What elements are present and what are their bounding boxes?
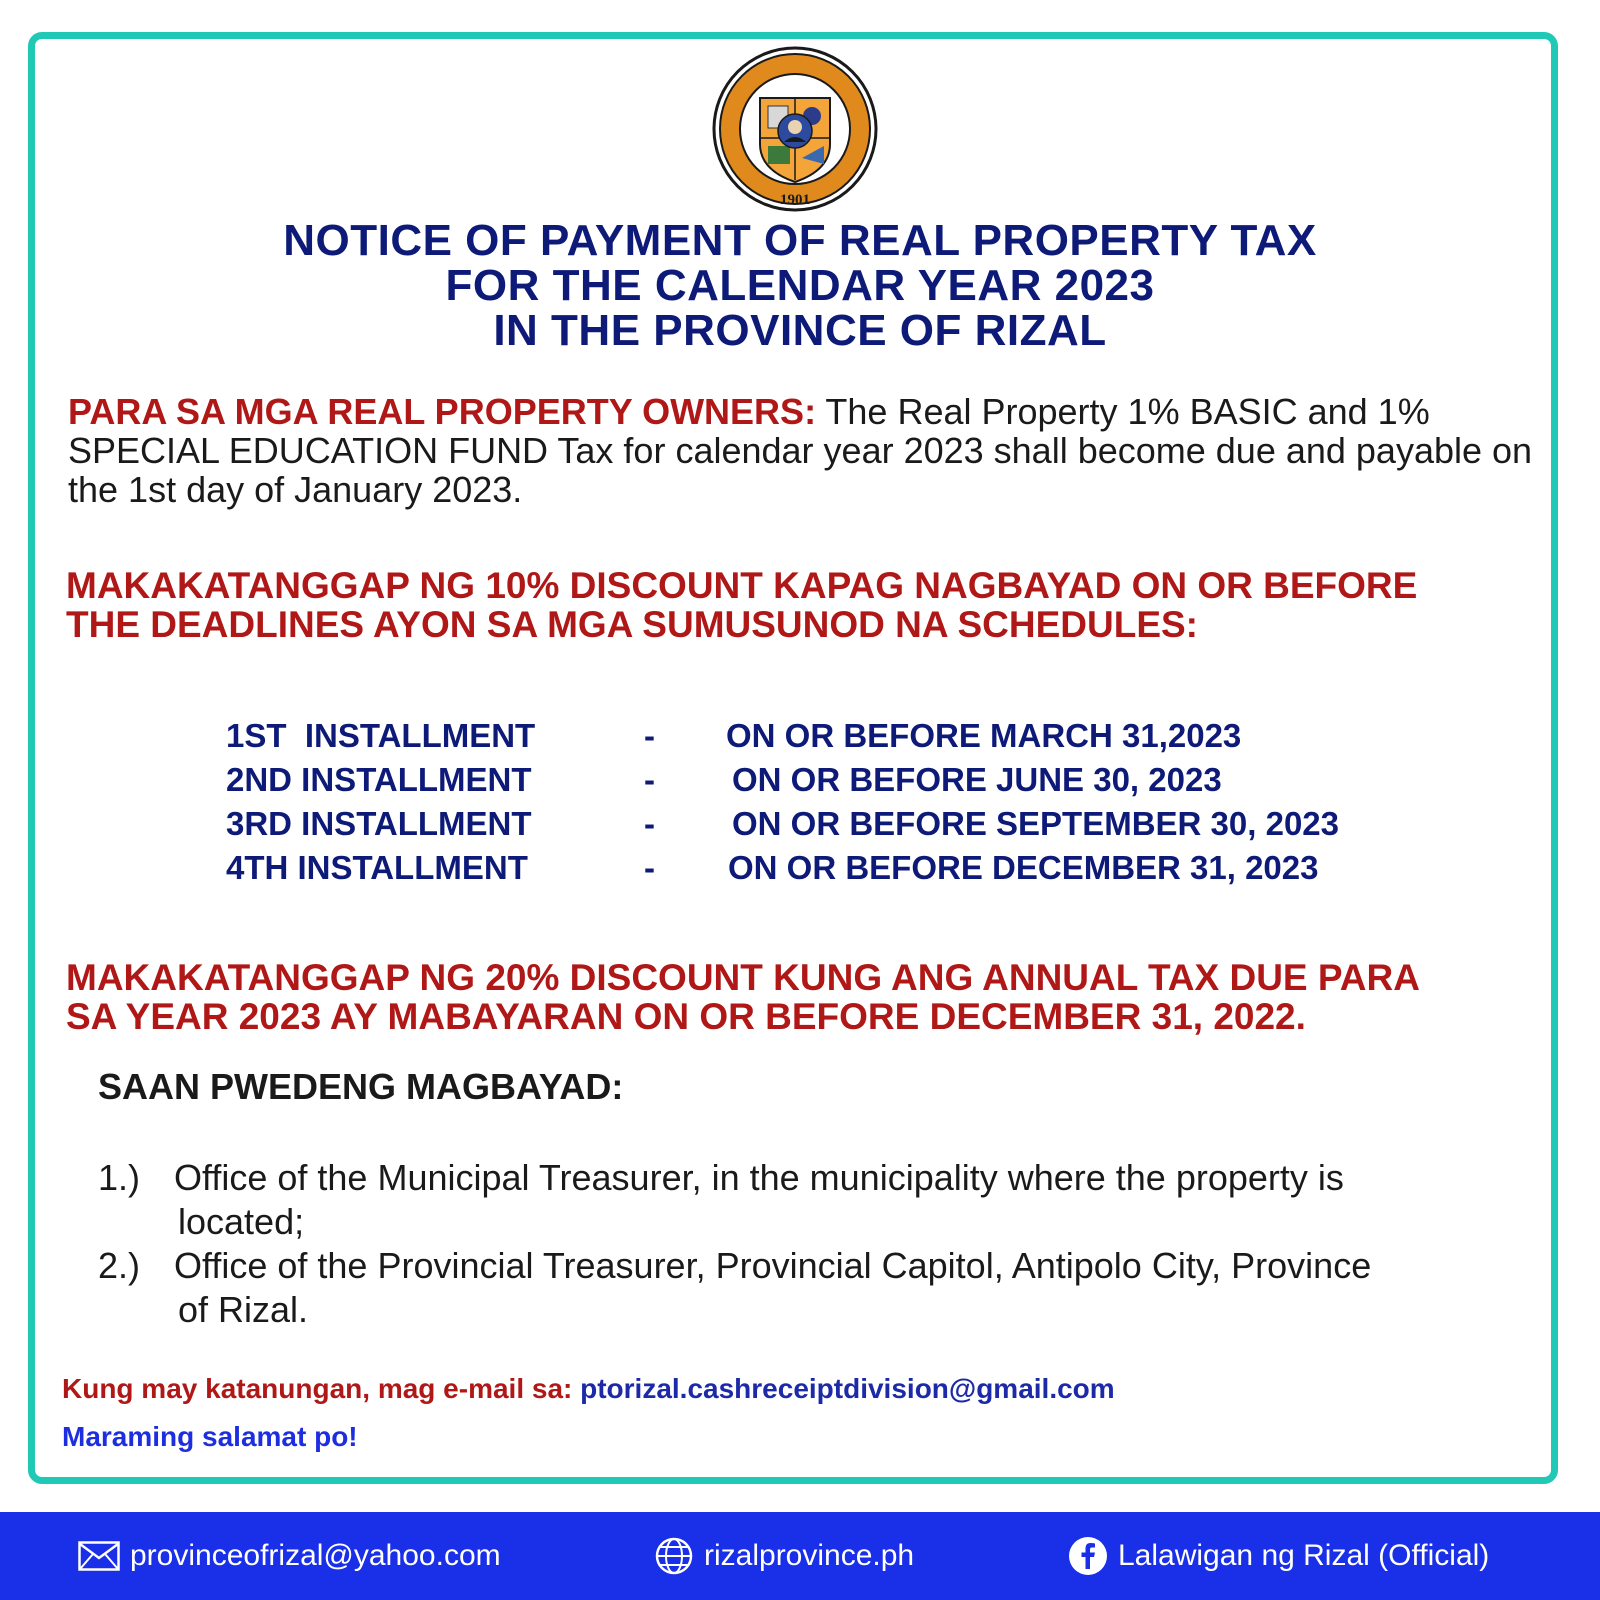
schedule-dash: - xyxy=(644,717,655,754)
installment-label: 1ST INSTALLMENT xyxy=(226,717,536,754)
footer-email[interactable] xyxy=(78,1512,501,1600)
intro-text: The Real Property 1% BASIC and 1% SPECIAL EDUCATION FUND Tax for calendar year 2023 shall become due and payable on the 1st day of January 2023. xyxy=(68,391,1533,510)
discount-10-line-1: MAKAKATANGGAP NG 10% DISCOUNT KAPAG NAGBAYAD ON OR BEFORE xyxy=(66,565,1418,606)
footer-website[interactable] xyxy=(654,1512,914,1600)
discount-10-line-2: THE DEADLINES AYON SA MGA SUMUSUNOD NA SCHEDULES: xyxy=(66,604,1199,645)
schedule-row xyxy=(226,758,1426,802)
installment-deadline: ON OR BEFORE MARCH 31,2023 xyxy=(726,717,1242,754)
installment-label: 2ND INSTALLMENT xyxy=(226,761,532,798)
list-item-line-2: of Rizal. xyxy=(178,1289,309,1330)
title-line-1: NOTICE OF PAYMENT OF REAL PROPERTY TAX xyxy=(283,216,1317,265)
installment-deadline: ON OR BEFORE JUNE 30, 2023 xyxy=(732,761,1222,798)
list-item-line-1: Office of the Municipal Treasurer, in the municipality where the property is xyxy=(174,1157,1344,1198)
payment-locations-heading: SAAN PWEDENG MAGBAYAD: xyxy=(98,1066,624,1107)
inquiry-email-link[interactable]: ptorizal.cashreceiptdivision@gmail.com xyxy=(580,1373,1115,1404)
schedule-row xyxy=(226,846,1426,890)
title-line-2: FOR THE CALENDAR YEAR 2023 xyxy=(445,261,1155,310)
globe-icon xyxy=(654,1536,694,1576)
seal-year: 1901 xyxy=(780,192,810,208)
discount-20-line-2: SA YEAR 2023 AY MABAYARAN ON OR BEFORE DECEMBER 31, 2022. xyxy=(66,996,1306,1037)
envelope-icon xyxy=(78,1541,120,1571)
list-item-line-2: located; xyxy=(178,1201,305,1242)
list-item xyxy=(98,1244,1478,1332)
discount-20-notice xyxy=(66,958,1546,1036)
footer-facebook[interactable] xyxy=(1068,1512,1489,1600)
intro-label: PARA SA MGA REAL PROPERTY OWNERS: xyxy=(68,391,817,432)
list-item xyxy=(98,1156,1478,1244)
footer-facebook-text: Lalawigan ng Rizal (Official) xyxy=(1118,1539,1490,1572)
inquiry-label: Kung may katanungan, mag e-mail sa: xyxy=(62,1373,581,1404)
installment-deadline: ON OR BEFORE SEPTEMBER 30, 2023 xyxy=(732,805,1340,842)
list-item-number: 2.) xyxy=(98,1245,141,1286)
footer-email-text: provinceofrizal@yahoo.com xyxy=(130,1539,501,1572)
thank-you-text: Maraming salamat po! xyxy=(62,1421,358,1452)
list-item-line-1: Office of the Provincial Treasurer, Provincial Capitol, Antipolo City, Province xyxy=(174,1245,1372,1286)
schedule-row xyxy=(226,714,1426,758)
title-line-3: IN THE PROVINCE OF RIZAL xyxy=(493,306,1107,355)
discount-10-notice xyxy=(66,566,1546,644)
discount-20-line-1: MAKAKATANGGAP NG 20% DISCOUNT KUNG ANG ANNUAL TAX DUE PARA xyxy=(66,957,1420,998)
intro-paragraph xyxy=(68,392,1538,509)
schedule-row xyxy=(226,802,1426,846)
installment-schedule xyxy=(226,714,1426,890)
payment-locations-list xyxy=(98,1156,1478,1332)
schedule-dash: - xyxy=(644,761,655,798)
footer-bar xyxy=(0,1512,1600,1600)
installment-label: 3RD INSTALLMENT xyxy=(226,805,532,842)
schedule-dash: - xyxy=(644,849,655,886)
list-item-number: 1.) xyxy=(98,1157,141,1198)
installment-label: 4TH INSTALLMENT xyxy=(226,849,528,886)
footer-website-text: rizalprovince.ph xyxy=(704,1539,915,1572)
page-title xyxy=(0,218,1600,353)
inquiry-line xyxy=(62,1373,1115,1405)
facebook-icon xyxy=(1068,1536,1108,1576)
installment-deadline: ON OR BEFORE DECEMBER 31, 2023 xyxy=(728,849,1319,886)
province-seal-logo xyxy=(712,46,878,212)
schedule-dash: - xyxy=(644,805,655,842)
